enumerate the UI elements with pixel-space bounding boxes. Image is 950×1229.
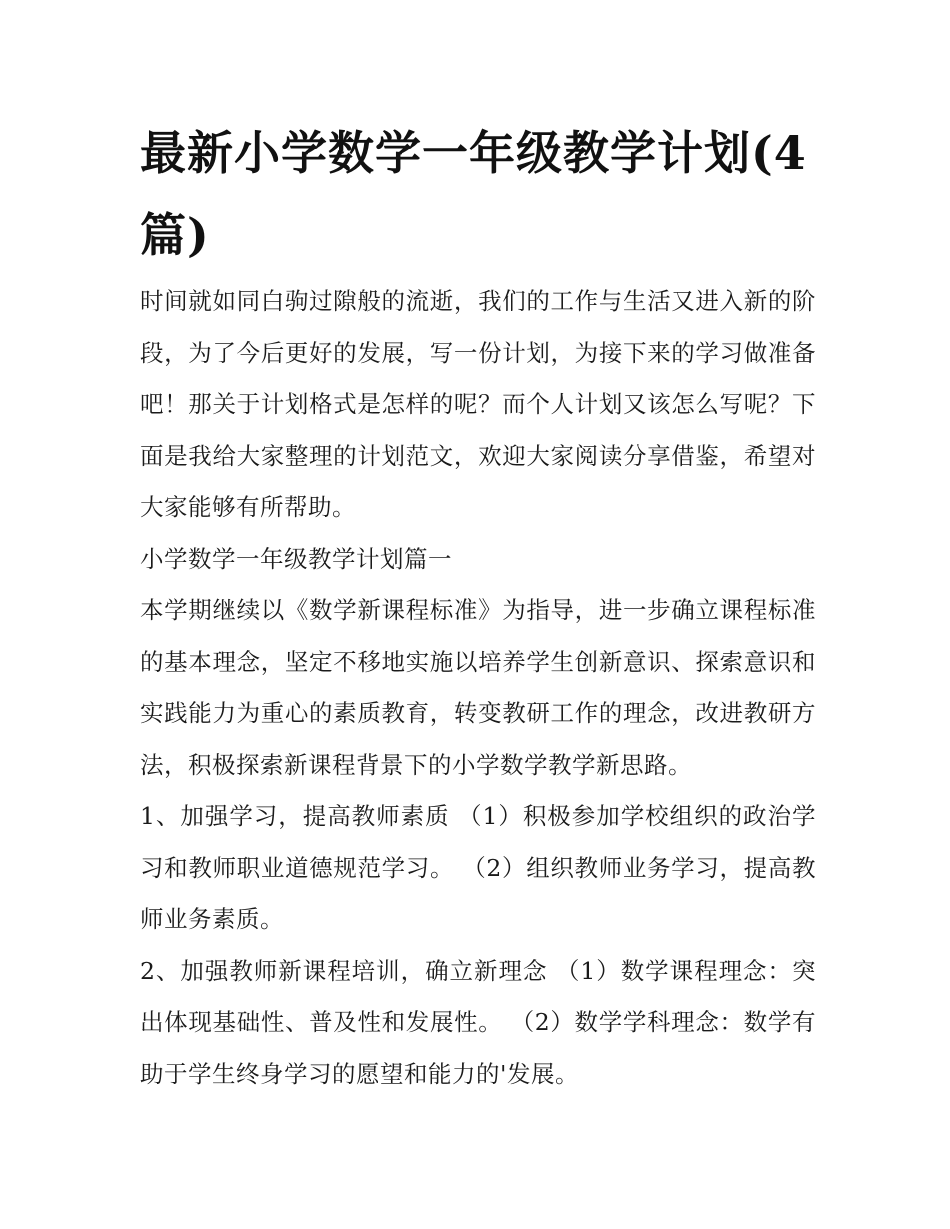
section-heading: 小学数学一年级教学计划篇一 [140, 544, 452, 573]
body-paragraph: 本学期继续以《数学新课程标准》为指导，进一步确立课程标准的基本理念，坚定不移地实施以培养学生创新意识、探索意识和实践能力为重心的素质教育，转变教研工作的理念，改进教研方法，积极探索新课程背景下的小学数学教学新思路。 [140, 596, 816, 779]
list-item-1: 1、加强学习，提高教师素质 （1）积极参加学校组织的政治学习和教师职业道德规范学习。 （2）组织教师业务学习，提高教师业务素质。 [140, 802, 816, 933]
list-item-2: 2、加强教师新课程培训，确立新理念 （1）数学课程理念：突出体现基础性、普及性和发展性。 （2）数学学科理念：数学有助于学生终身学习的愿望和能力的'发展。 [140, 956, 816, 1088]
document-body [140, 276, 816, 1100]
document-title: 最新小学数学一年级教学计划(4 篇) [140, 126, 807, 262]
intro-paragraph: 时间就如同白驹过隙般的流逝，我们的工作与生活又进入新的阶段，为了今后更好的发展，写一份计划，为接下来的学习做准备吧！那关于计划格式是怎样的呢？而个人计划又该怎么写呢？下面是我给大家整理的计划范文，欢迎大家阅读分享借鉴，希望对大家能够有所帮助。 [140, 287, 816, 521]
